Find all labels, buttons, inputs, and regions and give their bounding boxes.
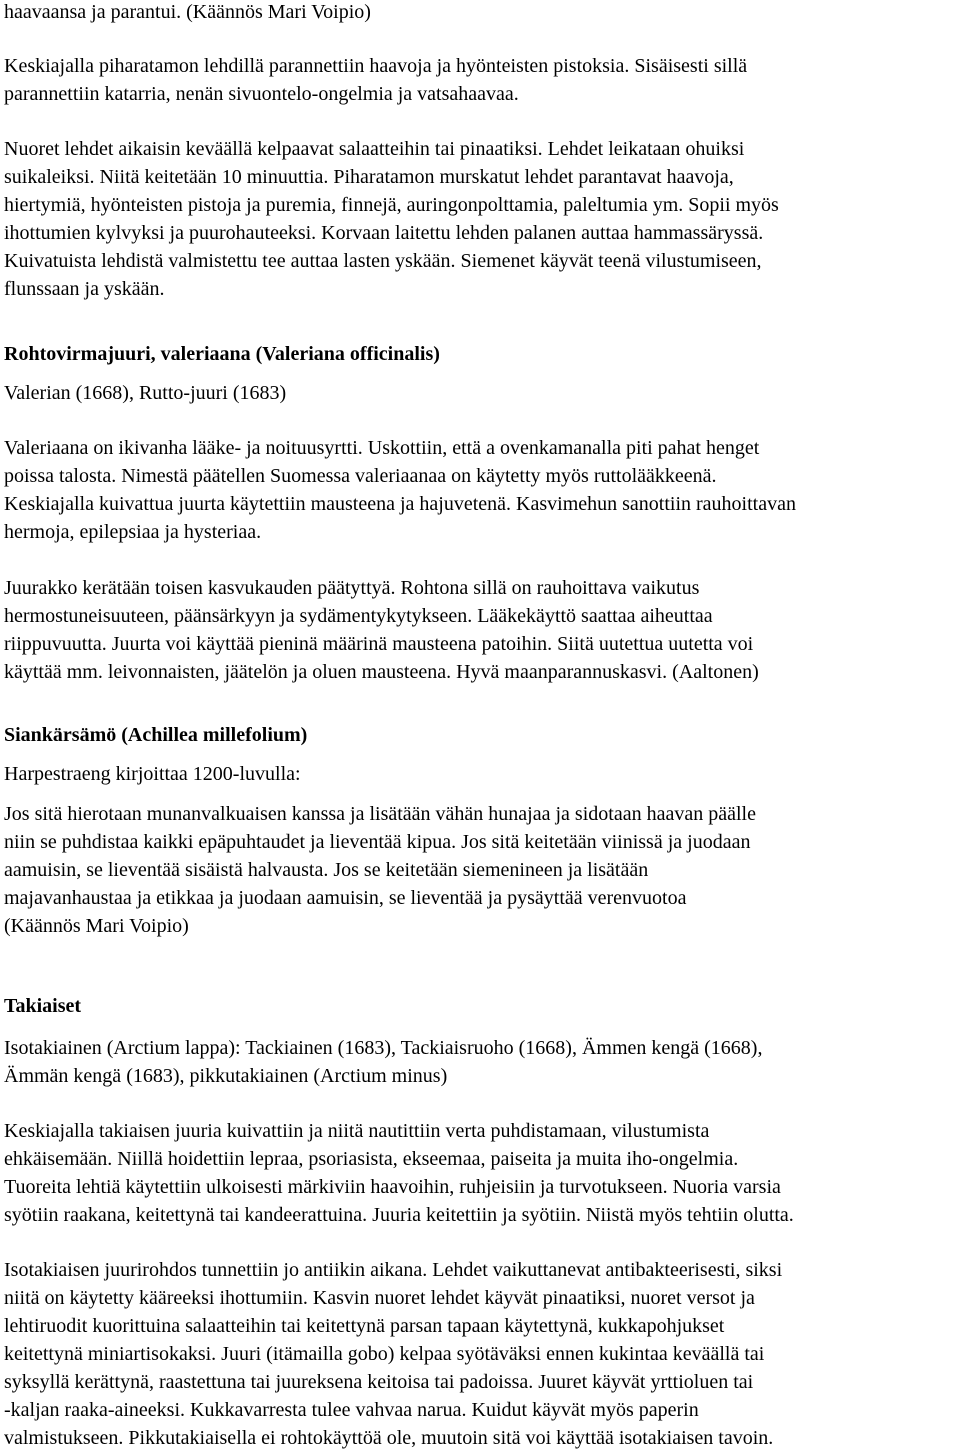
text-line: Keskiajalla piharatamon lehdillä parannettiin haavoja ja hyönteisten pistoksia. Sisäisesti sillä: [4, 55, 748, 77]
text-line: Valeriaana on ikivanha lääke- ja noituusyrtti. Uskottiin, että a ovenkamanalla piti pahat henget: [4, 437, 760, 459]
text-line: hermostuneisuuteen, päänsärkyyn ja sydämentykytykseen. Lääkekäyttö saattaa aiheuttaa: [4, 605, 713, 627]
text-line: Isotakiaisen juurirohdos tunnettiin jo antiikin aikana. Lehdet vaikuttanevat antibakteerisesti, siksi: [4, 1259, 783, 1281]
text-line: riippuvuutta. Juurta voi käyttää pieninä määrinä mausteena patoihin. Siitä uutettua uutetta voi: [4, 633, 754, 655]
text-line: lehtiruodit kuorittuina salaatteihin tai keitettynä parsan tapaan käytettynä, kukkapohjukset: [4, 1315, 725, 1337]
text-line: syksyllä kerättynä, raastettuna tai juureksena keitoisa tai padoissa. Juuret käyvät yrttioluen tai: [4, 1371, 754, 1393]
text-line: hermoja, epilepsiaa ja hysteriaa.: [4, 521, 262, 543]
text-line: Nuoret lehdet aikaisin keväällä kelpaavat salaatteihin tai pinaatiksi. Lehdet leikataan ohuiksi: [4, 138, 745, 160]
text-line: Jos sitä hierotaan munanvalkuaisen kanssa ja lisätään vähän hunajaa ja sidotaan haavan päälle: [4, 803, 756, 825]
text-line: Valerian (1668), Rutto-juuri (1683): [4, 382, 287, 404]
section-heading: Siankärsämö (Achillea millefolium): [4, 724, 308, 746]
text-line: valmistukseen. Pikkutakiaisella ei rohtokäyttöä ole, muutoin sitä voi käyttää isotakiaisen tavoin.: [4, 1427, 774, 1449]
text-line: Tuoreita lehtiä käytettiin ulkoisesti märkiviin haavoihin, ruhjeisiin ja turvotukseen. Nuoria varsia: [4, 1176, 781, 1198]
text-line: -kaljan raaka-aineeksi. Kukkavarresta tulee vahvaa narua. Kuidut käyvät myös paperin: [4, 1399, 699, 1421]
text-line: aamuisin, se lieventää sisäistä halvausta. Jos se keitetään siemenineen ja lisätään: [4, 859, 649, 881]
text-line: (Käännös Mari Voipio): [4, 915, 189, 937]
section-heading: Rohtovirmajuuri, valeriaana (Valeriana officinalis): [4, 343, 440, 365]
text-line: suikaleiksi. Niitä keitetään 10 minuuttia. Piharatamon murskatut lehdet parantavat haavoja,: [4, 166, 734, 188]
text-line: käyttää mm. leivonnaisten, jäätelön ja oluen mausteena. Hyvä maanparannuskasvi. (Aaltonen): [4, 661, 759, 683]
text-line: Harpestraeng kirjoittaa 1200-luvulla:: [4, 763, 301, 785]
text-line: Keskiajalla takiaisen juuria kuivattiin ja niitä nautittiin verta puhdistamaan, vilustumista: [4, 1120, 710, 1142]
text-line: syötiin raakana, keitettynä tai kandeerattuina. Juuria keitettiin ja syötiin. Niistä myös tehtiin olutta.: [4, 1204, 794, 1226]
section-heading: Takiaiset: [4, 995, 82, 1017]
text-line: keitettynä miniartisokaksi. Juuri (itämailla gobo) kelpaa syötäväksi ennen kukintaa keväällä tai: [4, 1343, 765, 1365]
text-line: hiertymiä, hyönteisten pistoja ja puremia, finnejä, auringonpolttamia, paleltumia ym. Sopii myös: [4, 194, 779, 216]
text-line: haavaansa ja parantui. (Käännös Mari Voipio): [4, 1, 371, 23]
text-line: flunssaan ja yskään.: [4, 278, 165, 300]
text-line: majavanhaustaa ja etikkaa ja juodaan aamuisin, se lieventää ja pysäyttää verenvuotoa: [4, 887, 687, 909]
text-line: ehkäisemään. Niillä hoidettiin lepraa, psoriasista, ekseemaa, paiseita ja muita iho-ongelmia.: [4, 1148, 739, 1170]
text-line: Isotakiainen (Arctium lappa): Tackiainen (1683), Tackiaisruoho (1668), Ämmen kengä (1668),: [4, 1037, 763, 1059]
text-line: Juurakko kerätään toisen kasvukauden päätyttyä. Rohtona sillä on rauhoittava vaikutus: [4, 577, 700, 599]
text-line: parannettiin katarria, nenän sivuontelo-ongelmia ja vatsahaavaa.: [4, 83, 519, 105]
text-line: poissa talosta. Nimestä päätellen Suomessa valeriaanaa on käytetty myös ruttolääkkeenä.: [4, 465, 717, 487]
text-line: niitä on käytetty kääreeksi ihottumiin. Kasvin nuoret lehdet käyvät pinaatiksi, nuoret versot ja: [4, 1287, 755, 1309]
text-line: Keskiajalla kuivattua juurta käytettiin mausteena ja hajuvetenä. Kasvimehun sanottiin rauhoittavan: [4, 493, 796, 515]
text-line: Kuivatuista lehdistä valmistettu tee auttaa lasten yskään. Siemenet käyvät teenä vilustumiseen,: [4, 250, 762, 272]
text-line: ihottumien kylvyksi ja puurohauteeksi. Korvaan laitettu lehden palanen auttaa hammassäryssä.: [4, 222, 764, 244]
text-line: Ämmän kengä (1683), pikkutakiainen (Arctium minus): [4, 1065, 448, 1087]
text-line: niin se puhdistaa kaikki epäpuhtaudet ja lieventää kipua. Jos sitä keitetään viinissä ja juodaan: [4, 831, 751, 853]
